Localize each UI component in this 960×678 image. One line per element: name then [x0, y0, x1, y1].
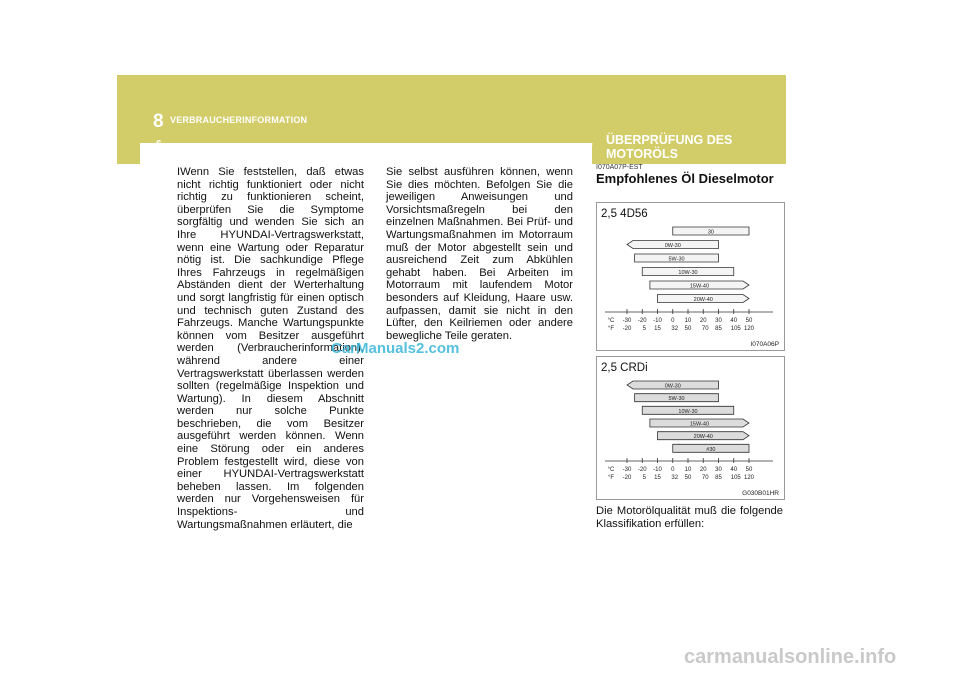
tick-label-fahrenheit: 5 — [642, 326, 646, 332]
viscosity-label: 30 — [707, 229, 714, 236]
tick-label-celsius: 0 — [671, 318, 675, 324]
oil-chart-crdi — [596, 356, 785, 500]
viscosity-label: 15W-40 — [689, 283, 710, 290]
viscosity-label: 5W-30 — [668, 256, 685, 263]
page-number: 6 — [156, 139, 162, 150]
tick-label-fahrenheit: 50 — [684, 475, 692, 481]
tick-label-celsius: -10 — [653, 467, 662, 473]
tick-label-celsius: 20 — [699, 467, 707, 473]
tick-label-celsius: °C — [607, 318, 615, 324]
chapter-number: 8 — [153, 111, 164, 132]
tick-label-fahrenheit: 70 — [701, 475, 709, 481]
tick-label-fahrenheit: 15 — [654, 475, 661, 481]
viscosity-label: 5W-30 — [668, 396, 685, 403]
tick-label-fahrenheit: 5 — [642, 475, 646, 481]
watermark: CarManuals2.com — [331, 340, 460, 357]
viscosity-label: 10W-30 — [678, 270, 698, 276]
tick-label-fahrenheit: 85 — [715, 475, 722, 481]
tick-label-fahrenheit: -20 — [622, 475, 632, 481]
chart-code: G030B01HR — [742, 490, 779, 497]
tick-label-celsius: 40 — [730, 467, 738, 473]
viscosity-label: 20W-40 — [693, 297, 713, 303]
tick-label-celsius: °C — [607, 467, 615, 473]
tick-label-celsius: -20 — [637, 318, 647, 324]
tick-label-fahrenheit: -20 — [622, 326, 632, 332]
chart-title: 2,5 CRDi — [601, 362, 648, 374]
tick-label-fahrenheit: 70 — [701, 326, 709, 332]
tick-label-celsius: 30 — [715, 318, 722, 324]
tick-label-celsius: -30 — [622, 467, 632, 473]
tick-label-celsius: 30 — [715, 467, 722, 473]
oil-heading: Empfohlenes Öl Dieselmotor — [596, 171, 774, 186]
tick-label-fahrenheit: 15 — [654, 326, 661, 332]
tick-label-celsius: 40 — [730, 318, 738, 324]
chart-code: I070A06P — [750, 341, 779, 348]
section-code: I070A07P-EST — [596, 164, 643, 171]
tick-label-celsius: 0 — [671, 467, 675, 473]
tick-label-fahrenheit: °F — [607, 326, 615, 332]
tick-label-celsius: -30 — [622, 318, 632, 324]
tick-label-celsius: -20 — [637, 467, 647, 473]
tick-label-fahrenheit: 120 — [743, 326, 755, 332]
tick-label-celsius: 50 — [745, 467, 753, 473]
tick-label-fahrenheit: 32 — [671, 475, 679, 481]
footer-watermark: carmanualsonline.info — [684, 646, 897, 668]
oil-chart-crdi-svg — [597, 357, 784, 499]
paragraph-safety: Sie selbst ausführen können, wenn Sie dies möchten. Befolgen Sie die jeweiligen Anweisungen und Vorsichtsmaßregeln bei den einzelnen Maßnahmen. Bei Prüf- und Wartungsmaßnahmen im Motorraum muß der Motor abgestellt sein und ausreichend Zeit zum Abkühlen gehabt haben. Bei Arbeiten im Motorraum mit laufendem Motor besonders auf Kleidung, Haare usw. aufpassen, damit sie nicht in den Lüfter, den Keilriemen oder andere bewegliche Teile geraten. — [386, 166, 573, 342]
paragraph-intro: IWenn Sie feststellen, daß etwas nicht richtig funktioniert oder nicht richtig zu funktionieren scheint, überprüfen Sie die Symptome sorgfältig und wenden Sie sich an Ihre HYUNDAI-Vertragswerkstatt, wenn eine Wartung oder Reparatur nötig ist. Die sachkundige Pflege Ihres Fahrzeugs in regelmäßigen Abständen dient der Werterhaltung und sorgt langfristig für einen optisch und technisch guten Zustand des Fahrzeugs. Manche Wartungspunkte können vom Besitzer ausgeführt werden (Verbraucherinformation), während andere einer Vertragswerkstatt überlassen werden sollten (regelmäßige Inspektion und Wartung). In diesem Abschnitt werden nur solche Punkte beschrieben, die vom Besitzer ausgeführt werden können. Wenn eine Störung oder ein anderes Problem festgestellt wird, diese von einer HYUNDAI-Vertragswerkstatt beheben lassen. Im folgenden werden nur Vorgehensweisen für Inspektions- und Wartungsmaßnahmen erläutert, die — [177, 166, 364, 531]
section-title: ÜBERPRÜFUNG DES MOTORÖLS — [606, 133, 733, 161]
viscosity-label: #30 — [706, 446, 716, 453]
tick-label-fahrenheit: 105 — [730, 475, 741, 481]
tick-label-fahrenheit: 32 — [671, 326, 679, 332]
chart-title: 2,5 4D56 — [601, 208, 648, 220]
oil-chart-4d56-svg — [597, 203, 784, 350]
viscosity-label: 0W-30 — [664, 383, 681, 390]
text-column-3 — [596, 505, 783, 530]
tick-label-fahrenheit: 85 — [715, 326, 722, 332]
viscosity-label: 10W-30 — [678, 408, 698, 415]
tick-label-fahrenheit: °F — [607, 475, 615, 481]
tick-label-fahrenheit: 105 — [730, 326, 741, 332]
tick-label-fahrenheit: 120 — [743, 475, 755, 481]
oil-chart-4d56 — [596, 202, 785, 351]
viscosity-label: 20W-40 — [693, 434, 713, 441]
viscosity-label: 15W-40 — [689, 421, 710, 428]
paragraph-classification: Die Motorölqualität muß die folgende Klassifikation erfüllen: — [596, 505, 783, 530]
tick-label-celsius: 20 — [699, 318, 707, 324]
tick-label-celsius: 10 — [684, 318, 692, 324]
chapter-title: VERBRAUCHERINFORMATION — [170, 115, 308, 125]
viscosity-label: 0W-30 — [664, 243, 681, 249]
tick-label-celsius: 50 — [745, 318, 753, 324]
text-column-2 — [386, 166, 573, 342]
tick-label-fahrenheit: 50 — [684, 326, 692, 332]
tick-label-celsius: 10 — [684, 467, 692, 473]
tick-label-celsius: -10 — [653, 318, 662, 324]
header-band-tab — [117, 124, 140, 164]
